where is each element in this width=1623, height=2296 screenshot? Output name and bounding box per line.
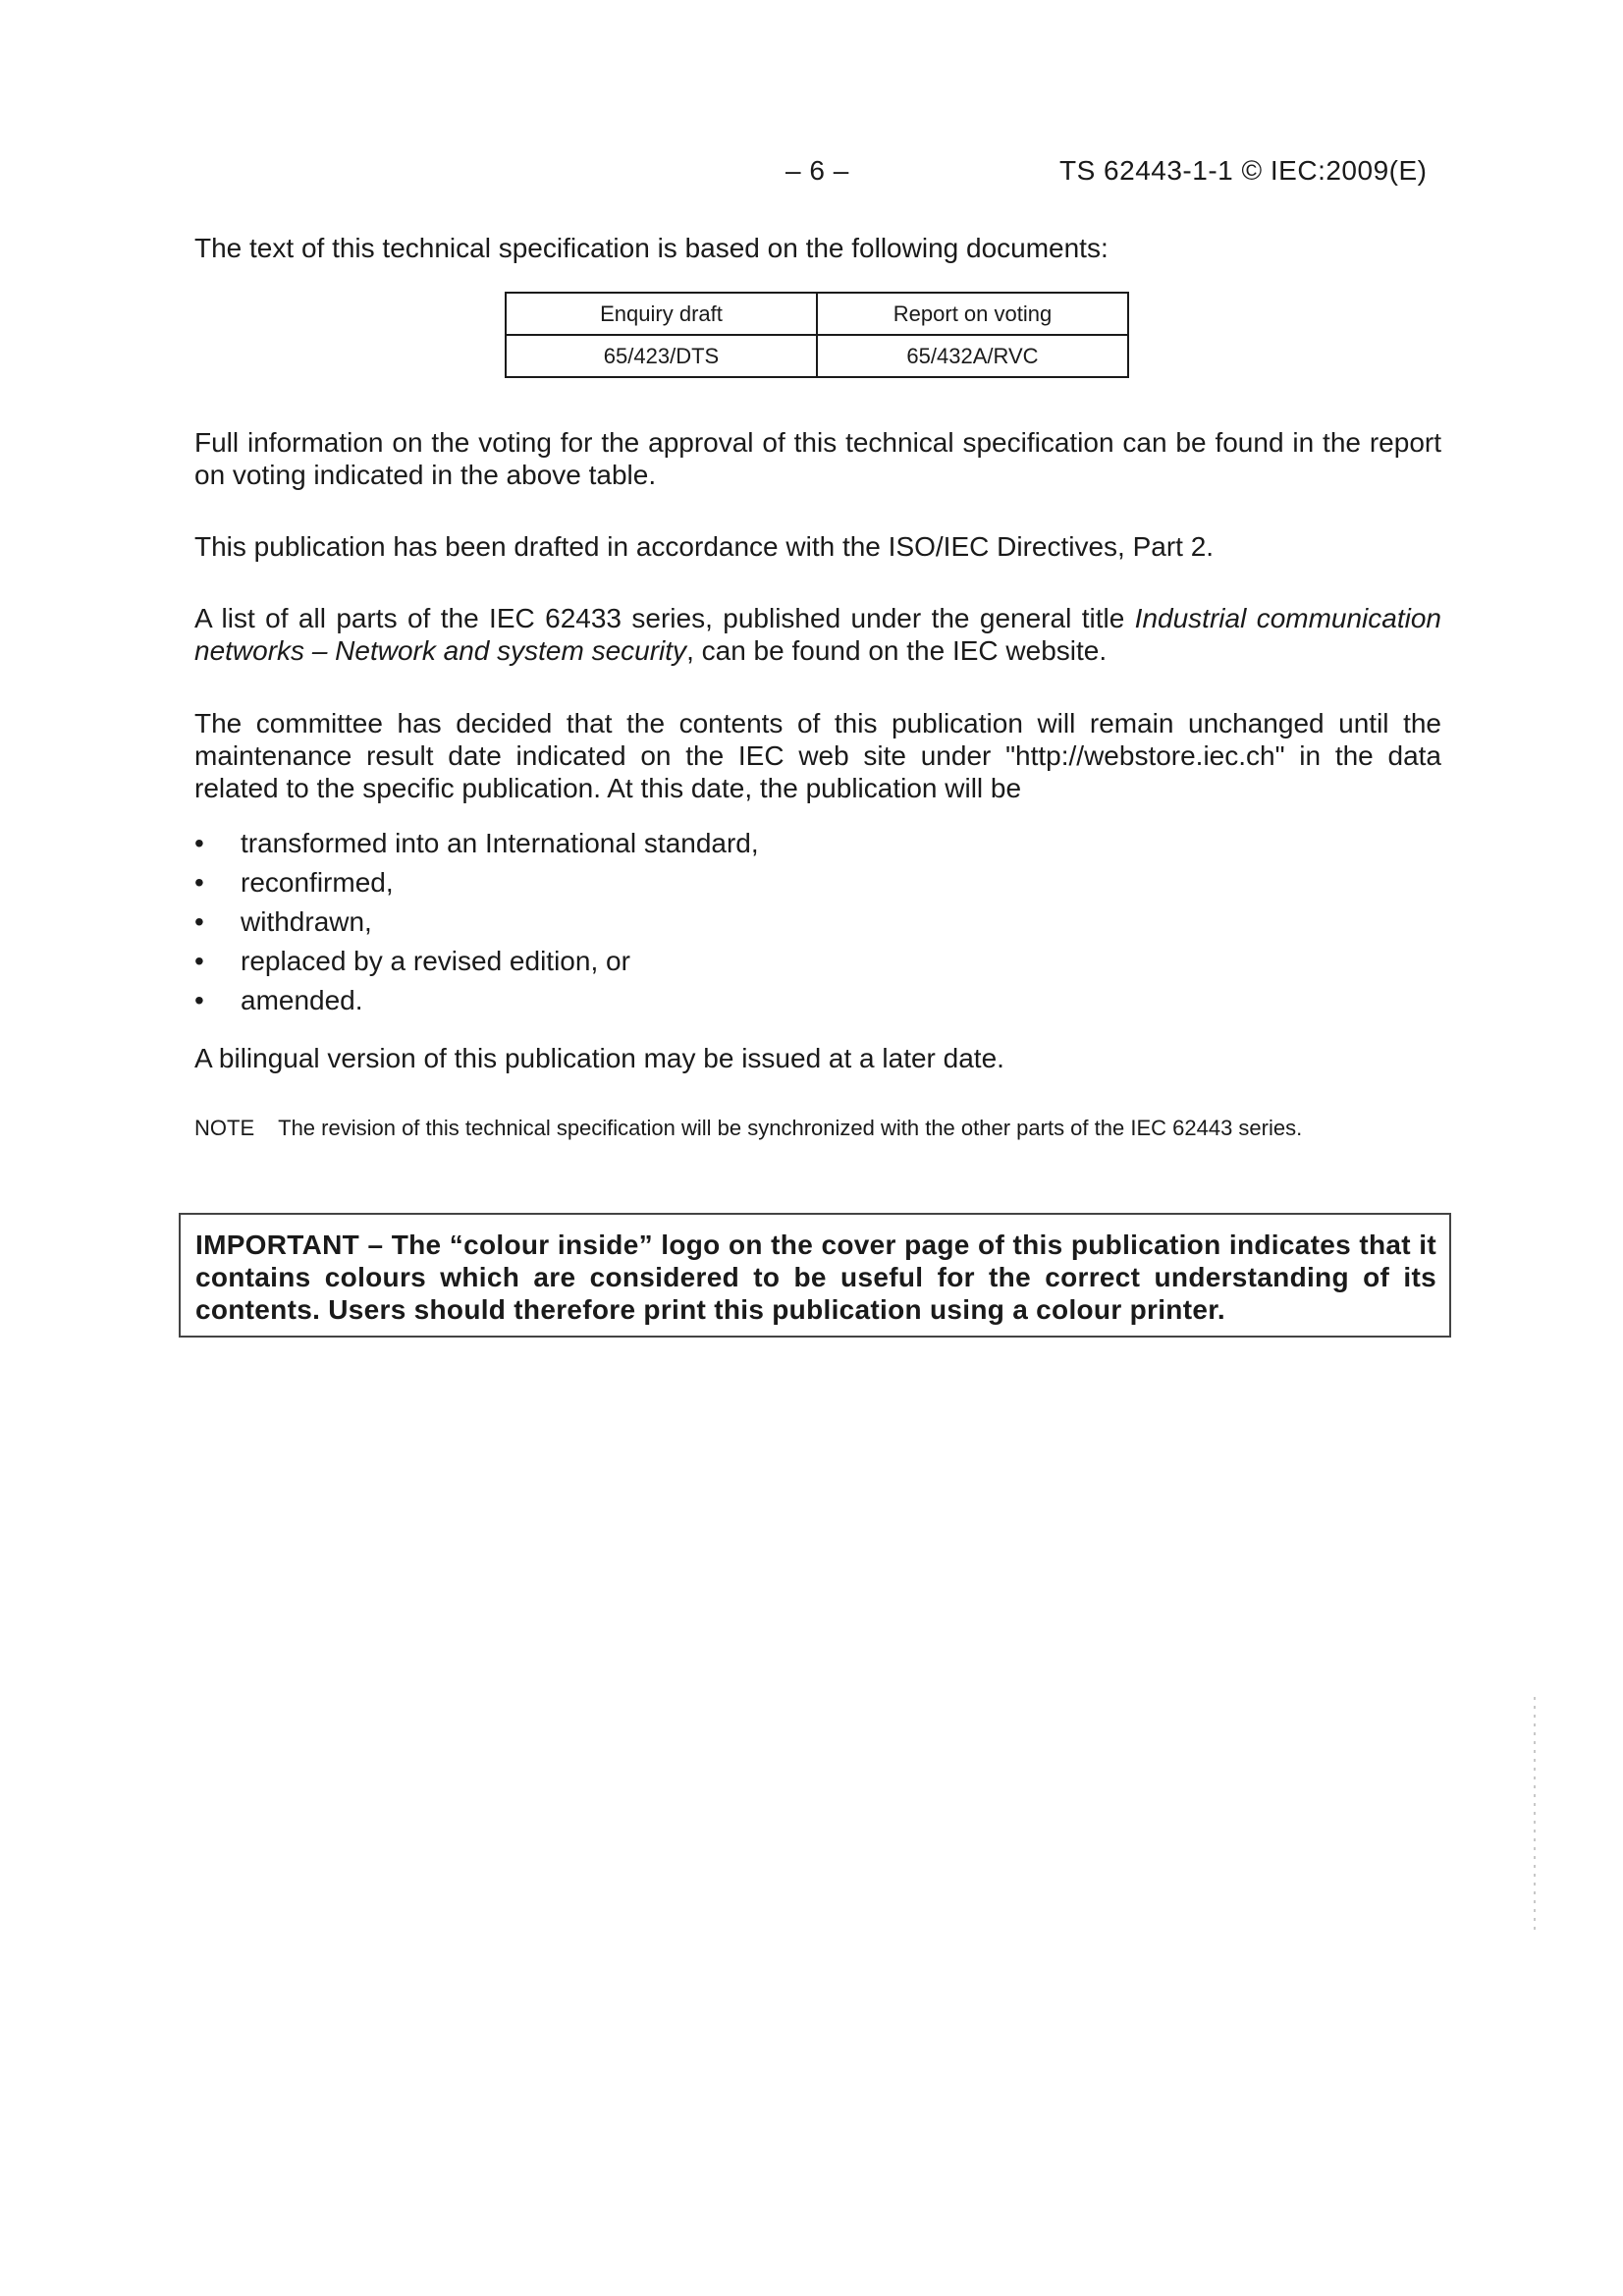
document-id: TS 62443-1-1 © IEC:2009(E) <box>1059 155 1428 186</box>
note <box>194 1116 1461 1141</box>
table-header-row <box>506 293 1128 335</box>
series-title: Industrial communication networks – Network and system security <box>194 603 1441 666</box>
table-header-cell: Enquiry draft <box>506 293 817 335</box>
bullet-icon: • <box>194 985 204 1015</box>
important-notice-box <box>179 1213 1451 1338</box>
page-number: – 6 – <box>785 155 849 186</box>
note-text: The revision of this technical specification will be synchronized with the other parts of the IEC 62443 series. <box>278 1116 1303 1140</box>
table-row <box>506 335 1128 377</box>
list-item: • transformed into an International standard, <box>194 828 759 858</box>
list-item: • withdrawn, <box>194 906 372 937</box>
list-item: • amended. <box>194 985 363 1015</box>
bullet-icon: • <box>194 867 204 898</box>
intro-paragraph: The text of this technical specification is based on the following documents: <box>194 233 1109 263</box>
table-cell: 65/432A/RVC <box>817 335 1128 377</box>
bullet-icon: • <box>194 906 204 937</box>
bullet-icon: • <box>194 828 204 858</box>
drafted-paragraph: This publication has been drafted in accordance with the ISO/IEC Directives, Part 2. <box>194 531 1215 562</box>
bullet-icon: • <box>194 946 204 976</box>
note-label: NOTE <box>194 1116 255 1140</box>
outcome-list <box>194 827 1078 1023</box>
series-paragraph <box>194 602 1441 667</box>
documents-table <box>505 292 1129 378</box>
series-text-start: A list of all parts of the IEC 62433 series, published under the general title <box>194 603 1135 633</box>
series-text-end: , can be found on the IEC website. <box>686 635 1108 666</box>
bilingual-paragraph: A bilingual version of this publication may be issued at a later date. <box>194 1043 1004 1073</box>
committee-paragraph: The committee has decided that the contents of this publication will remain unchanged until the maintenance result date indicated on the IEC web site under "http://webstore.iec.ch" in the data related to the specific publication. At this date, the publication will be <box>194 708 1441 803</box>
important-notice-text: IMPORTANT – The “colour inside” logo on the cover page of this publication indicates that it contains colours which are considered to be useful for the correct understanding of its contents. Users should therefore print this publication using a colour printer. <box>195 1230 1436 1325</box>
list-item: • replaced by a revised edition, or <box>194 946 630 976</box>
margin-marks <box>1534 1697 1538 1941</box>
list-item: • reconfirmed, <box>194 867 394 898</box>
table-header-cell: Report on voting <box>817 293 1128 335</box>
voting-paragraph: Full information on the voting for the approval of this technical specification can be found in the report on voting indicated in the above table. <box>194 427 1441 490</box>
table-cell: 65/423/DTS <box>506 335 817 377</box>
